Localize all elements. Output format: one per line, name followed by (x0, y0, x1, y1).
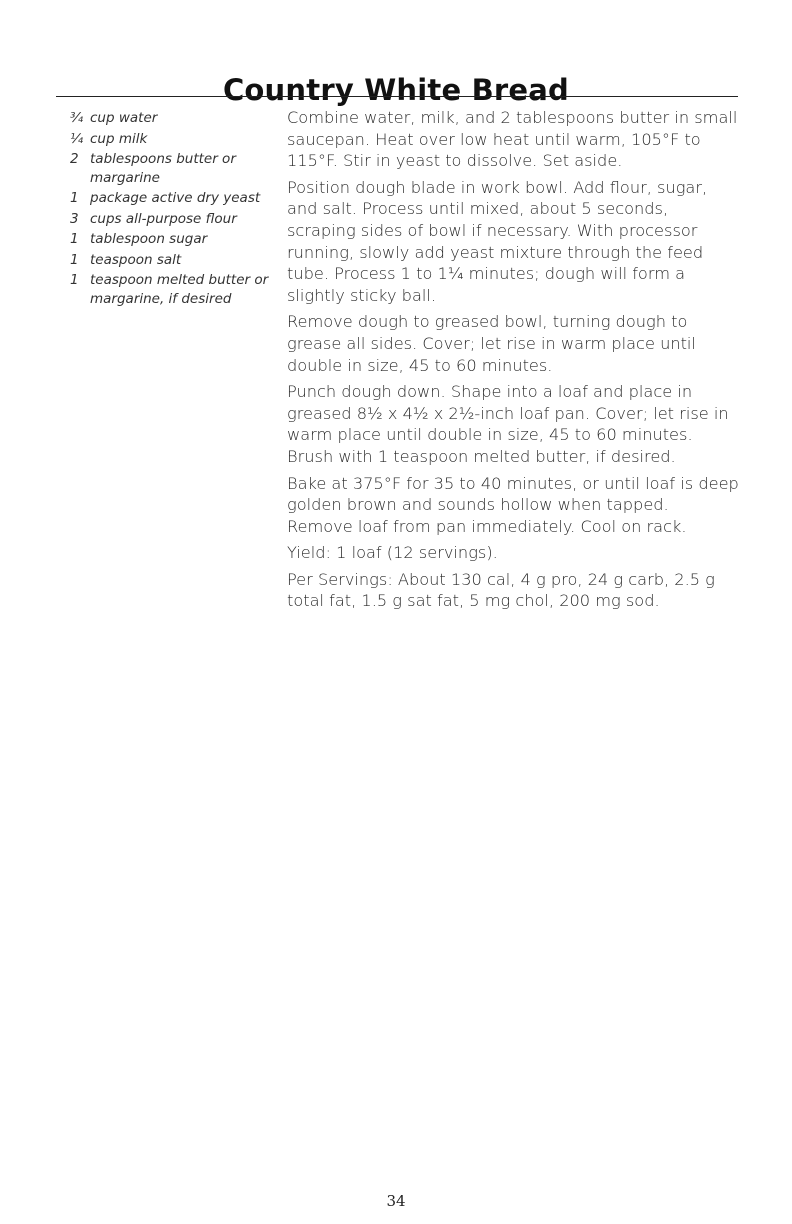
direction-step: Position dough blade in work bowl. Add flour, sugar, and salt. Process until mixed, about 5 seconds, scraping sides of bowl if necessary. With processor running, slowly add yeast mixture through the feed tube. Process 1 to 1¼ minutes; dough will form a slightly sticky ball. (287, 177, 708, 305)
ingredient-quantity: ¾ (70, 110, 84, 126)
yield-text: Yield: 1 loaf (12 servings). (287, 543, 498, 563)
ingredient-description: cup milk (90, 130, 148, 147)
ingredient-description: tablespoon sugar (90, 231, 208, 247)
ingredient-item (70, 130, 270, 149)
ingredient-description: teaspoon melted butter or margarine, if desired (90, 272, 269, 307)
ingredient-description: cups all-purpose flour (90, 210, 237, 227)
ingredient-description: package active dry yeast (90, 190, 261, 206)
ingredient-quantity: 2 (70, 151, 79, 167)
ingredient-item (70, 210, 270, 229)
direction-step: Punch dough down. Shape into a loaf and place in greased 8½ x 4½ x 2½-inch loaf pan. Cover; let rise in warm place until double in size, 45 to 60 minutes. Brush with 1 teaspoon melted butter, if desired. (287, 382, 729, 466)
ingredient-description: tablespoons butter or margarine (90, 151, 236, 186)
ingredient-description: teaspoon salt (90, 251, 182, 268)
nutrition-text: Per Servings: About 130 cal, 4 g pro, 24 g carb, 2.5 g total fat, 1.5 g sat fat, 5 mg chol, 200 mg sod. (287, 569, 715, 611)
ingredient-item (70, 150, 270, 187)
ingredient-item (70, 109, 270, 128)
ingredient-quantity: 1 (70, 251, 79, 268)
ingredient-list (70, 109, 270, 310)
ingredient-quantity: 1 (70, 231, 79, 247)
direction-step: Remove dough to greased bowl, turning dough to grease all sides. Cover; let rise in warm place until double in size, 45 to 60 minutes. (287, 312, 696, 375)
ingredient-quantity: 1 (70, 190, 79, 206)
ingredient-item (70, 189, 270, 208)
ingredient-description: cup water (90, 110, 158, 126)
page-number: 34 (386, 1192, 406, 1210)
recipe-directions (287, 107, 739, 617)
page-title: Country White Bread (222, 73, 570, 108)
title-divider (56, 96, 738, 97)
direction-step: Combine water, milk, and 2 tablespoons butter in small saucepan. Heat over low heat until warm, 105°F to 115°F. Stir in yeast to dissolve. Set aside. (287, 108, 738, 171)
ingredient-quantity: ¼ (70, 130, 84, 147)
direction-step: Bake at 375°F for 35 to 40 minutes, or until loaf is deep golden brown and sounds hollow when tapped. Remove loaf from pan immediately. Cool on rack. (287, 473, 739, 536)
ingredient-quantity: 1 (70, 272, 79, 288)
ingredient-item (70, 251, 270, 270)
ingredient-quantity: 3 (70, 210, 79, 227)
ingredient-item (70, 271, 270, 308)
ingredient-item (70, 230, 270, 249)
